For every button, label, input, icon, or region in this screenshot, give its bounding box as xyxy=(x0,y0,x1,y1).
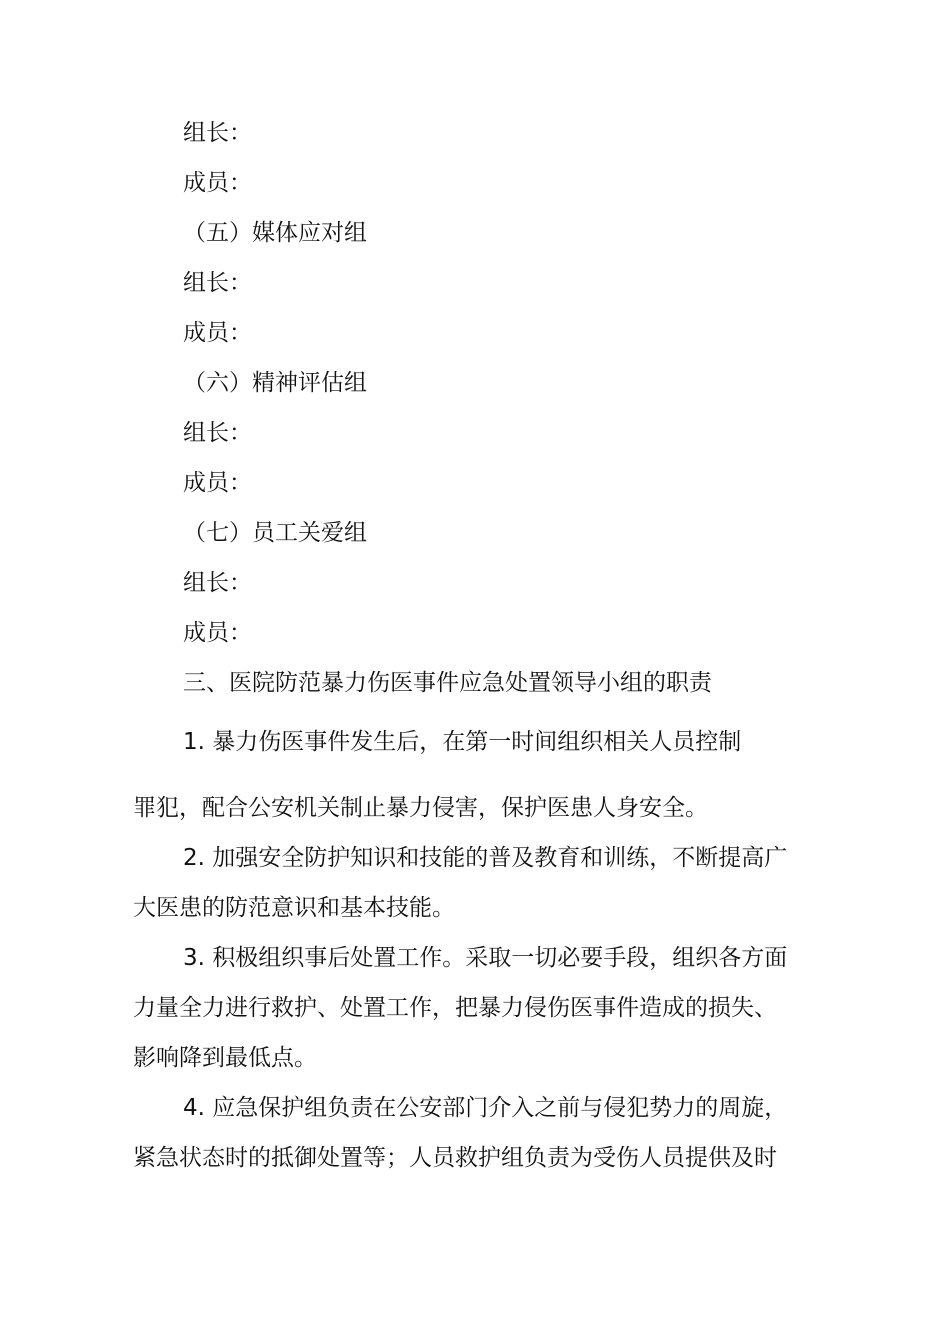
section-heading-staff-care: （七）员工关爱组 xyxy=(183,520,367,546)
team-members-label: 成员： xyxy=(183,320,252,346)
paragraph-line: 力量全力进行救护、处置工作，把暴力侵伤医事件造成的损失、 xyxy=(133,995,777,1021)
paragraph-line: 紧急状态时的抵御处置等；人员救护组负责为受伤人员提供及时 xyxy=(133,1145,777,1171)
paragraph-line: 1. 暴力伤医事件发生后，在第一时间组织相关人员控制 xyxy=(183,729,742,755)
paragraph-line: 影响降到最低点。 xyxy=(133,1045,317,1071)
team-members-label: 成员： xyxy=(183,470,252,496)
paragraph-line: 2. 加强安全防护知识和技能的普及教育和训练，不断提高广 xyxy=(183,845,788,871)
team-leader-label: 组长： xyxy=(183,420,252,446)
paragraph-line: 大医患的防范意识和基本技能。 xyxy=(133,895,455,921)
section-heading-media: （五）媒体应对组 xyxy=(183,220,367,246)
chapter-heading-duties: 三、医院防范暴力伤医事件应急处置领导小组的职责 xyxy=(183,670,712,696)
paragraph-line: 4. 应急保护组负责在公安部门介入之前与侵犯势力的周旋， xyxy=(183,1095,788,1121)
paragraph-line: 3. 积极组织事后处置工作。采取一切必要手段，组织各方面 xyxy=(183,945,788,971)
team-leader-label: 组长： xyxy=(183,570,252,596)
team-leader-label: 组长： xyxy=(183,270,252,296)
team-leader-label: 组长： xyxy=(183,120,252,146)
team-members-label: 成员： xyxy=(183,620,252,646)
team-members-label: 成员： xyxy=(183,170,252,196)
paragraph-line: 罪犯，配合公安机关制止暴力侵害，保护医患人身安全。 xyxy=(133,795,708,821)
section-heading-mental: （六）精神评估组 xyxy=(183,370,367,396)
